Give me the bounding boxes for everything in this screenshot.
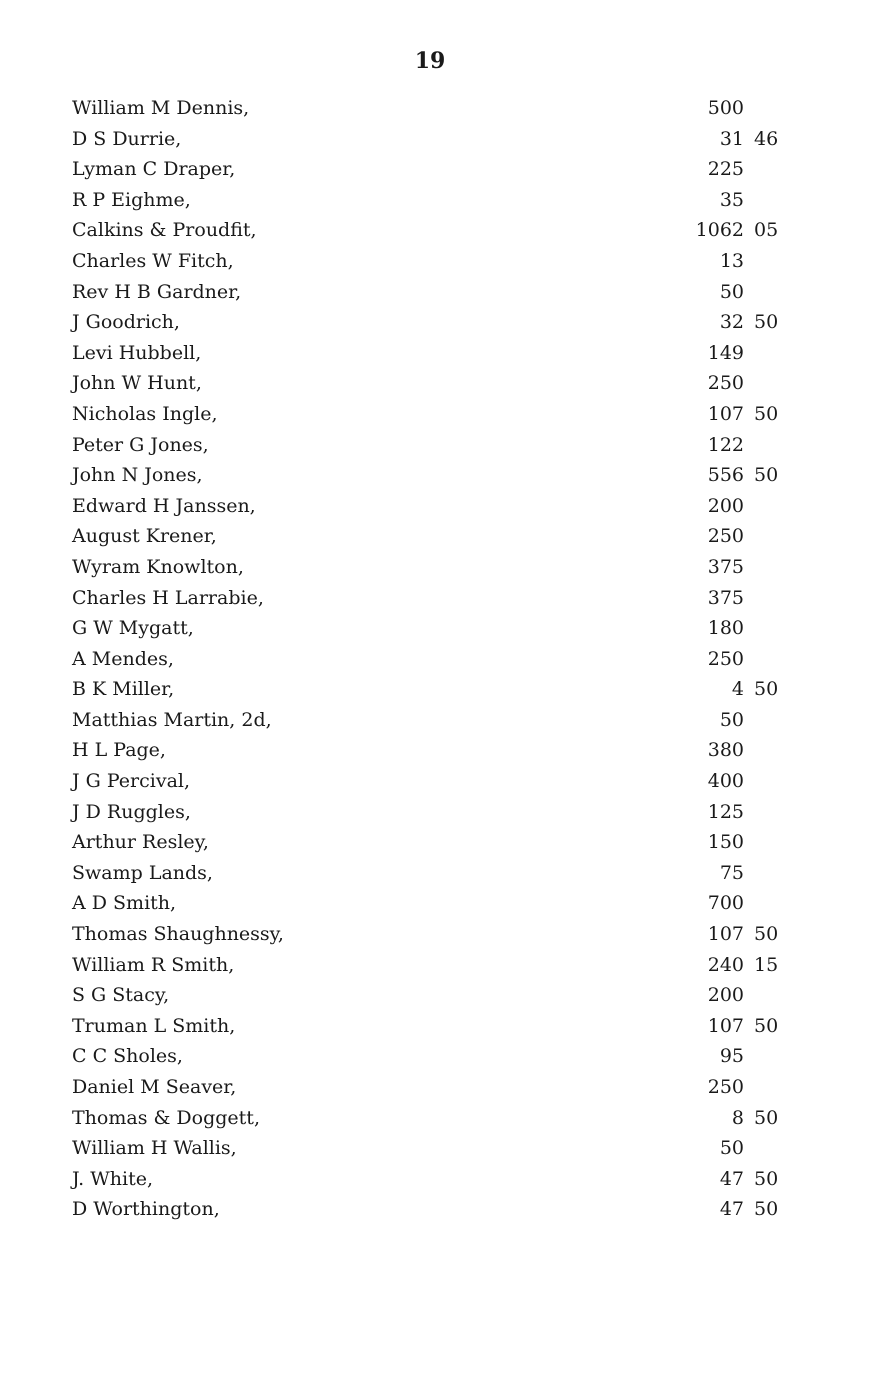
entry-name: Nicholas Ingle, — [72, 402, 218, 425]
entry-dollars: 50 — [719, 1137, 744, 1160]
entry-dollars: 250 — [707, 525, 744, 548]
ledger-row — [72, 797, 792, 828]
entry-name: Thomas & Doggett, — [72, 1106, 260, 1129]
entry-name: John W Hunt, — [72, 372, 202, 395]
entry-name: Lyman C Draper, — [72, 158, 236, 181]
entry-cents: 50 — [754, 311, 779, 334]
ledger-row — [72, 858, 792, 889]
entry-dollars: 200 — [707, 494, 744, 517]
entry-cents: 46 — [754, 127, 779, 150]
entry-dollars: 13 — [719, 249, 744, 272]
entry-cents: 15 — [754, 953, 779, 976]
ledger-row — [72, 521, 792, 552]
entry-cents: 50 — [754, 1198, 779, 1221]
ledger-row — [72, 674, 792, 705]
entry-name: Charles H Larrabie, — [72, 586, 264, 609]
entry-cents: 50 — [754, 1106, 779, 1129]
entry-cents: 50 — [754, 402, 779, 425]
entry-dollars: 32 — [719, 311, 744, 334]
ledger-row — [72, 124, 792, 155]
entry-dollars: 225 — [707, 158, 744, 181]
ledger-row — [72, 552, 792, 583]
entry-dollars: 400 — [707, 770, 744, 793]
entry-dollars: 47 — [719, 1198, 744, 1221]
entry-name: C C Sholes, — [72, 1045, 183, 1068]
entry-dollars: 1062 — [695, 219, 744, 242]
entry-dollars: 180 — [707, 617, 744, 640]
ledger-row — [72, 1041, 792, 1072]
entry-name: William R Smith, — [72, 953, 235, 976]
ledger-row — [72, 307, 792, 338]
ledger-row — [72, 215, 792, 246]
entry-name: D S Durrie, — [72, 127, 182, 150]
entry-cents: 50 — [754, 1014, 779, 1037]
entry-name: H L Page, — [72, 739, 166, 762]
ledger-row — [72, 491, 792, 522]
entry-dollars: 700 — [707, 892, 744, 915]
entry-name: Truman L Smith, — [72, 1014, 236, 1037]
ledger-row — [72, 766, 792, 797]
entry-dollars: 149 — [707, 341, 744, 364]
ledger-row — [72, 338, 792, 369]
entry-dollars: 107 — [707, 923, 744, 946]
entry-dollars: 122 — [707, 433, 744, 456]
ledger-row — [72, 1164, 792, 1195]
entry-name: J G Percival, — [72, 770, 191, 793]
ledger-row — [72, 980, 792, 1011]
entry-dollars: 8 — [731, 1106, 744, 1129]
entry-cents: 50 — [754, 1167, 779, 1190]
entry-dollars: 4 — [731, 678, 744, 701]
ledger-row — [72, 277, 792, 308]
entry-dollars: 35 — [719, 188, 744, 211]
ledger-row — [72, 888, 792, 919]
ledger-row — [72, 399, 792, 430]
entry-cents: 50 — [754, 464, 779, 487]
ledger-row — [72, 460, 792, 491]
ledger-row — [72, 950, 792, 981]
entry-name: Wyram Knowlton, — [72, 555, 244, 578]
entry-name: J D Ruggles, — [72, 800, 191, 823]
entry-cents: 05 — [754, 219, 779, 242]
entry-name: R P Eighme, — [72, 188, 191, 211]
entry-name: William H Wallis, — [72, 1137, 237, 1160]
entry-name: Swamp Lands, — [72, 861, 213, 884]
entry-name: J. White, — [72, 1167, 153, 1190]
ledger-row — [72, 1194, 792, 1225]
entry-name: Arthur Resley, — [72, 831, 209, 854]
entry-dollars: 250 — [707, 372, 744, 395]
ledger-row — [72, 827, 792, 858]
entry-dollars: 240 — [707, 953, 744, 976]
entry-dollars: 31 — [719, 127, 744, 150]
entry-dollars: 500 — [707, 97, 744, 119]
entry-dollars: 47 — [719, 1167, 744, 1190]
entry-name: J Goodrich, — [72, 311, 180, 334]
entry-dollars: 380 — [707, 739, 744, 762]
ledger-row — [72, 919, 792, 950]
ledger-row — [72, 185, 792, 216]
entry-name: Peter G Jones, — [72, 433, 209, 456]
ledger-row — [72, 644, 792, 675]
page-number: 19 — [414, 48, 446, 74]
ledger-list — [72, 93, 792, 1225]
entry-name: A D Smith, — [72, 892, 177, 915]
entry-dollars: 150 — [707, 831, 744, 854]
ledger-row — [72, 246, 792, 277]
ledger-row — [72, 705, 792, 736]
ledger-row — [72, 430, 792, 461]
entry-name: G W Mygatt, — [72, 617, 194, 640]
entry-dollars: 95 — [719, 1045, 744, 1068]
entry-name: Levi Hubbell, — [72, 341, 202, 364]
entry-name: S G Stacy, — [72, 984, 170, 1007]
entry-cents: 50 — [754, 923, 779, 946]
ledger-row — [72, 1103, 792, 1134]
entry-dollars: 250 — [707, 1076, 744, 1098]
entry-name: John N Jones, — [72, 464, 203, 487]
entry-name: August Krener, — [72, 525, 217, 548]
entry-name: D Worthington, — [72, 1198, 220, 1221]
entry-name: Calkins & Proudfit, — [72, 219, 257, 242]
entry-name: Daniel M Seaver, — [72, 1076, 237, 1098]
entry-dollars: 200 — [707, 984, 744, 1007]
ledger-row — [72, 1072, 792, 1103]
entry-dollars: 107 — [707, 402, 744, 425]
entry-name: Edward H Janssen, — [72, 494, 256, 517]
ledger-row — [72, 1011, 792, 1042]
entry-dollars: 125 — [707, 800, 744, 823]
entry-name: Charles W Fitch, — [72, 249, 234, 272]
entry-dollars: 107 — [707, 1014, 744, 1037]
entry-dollars: 50 — [719, 280, 744, 303]
entry-cents: 50 — [754, 678, 779, 701]
entry-name: William M Dennis, — [72, 97, 250, 119]
entry-name: A Mendes, — [72, 647, 174, 670]
entry-dollars: 556 — [707, 464, 744, 487]
entry-name: Thomas Shaughnessy, — [72, 923, 284, 946]
entry-dollars: 250 — [707, 647, 744, 670]
ledger-row — [72, 735, 792, 766]
ledger-row — [72, 93, 792, 124]
ledger-row — [72, 613, 792, 644]
entry-dollars: 375 — [707, 586, 744, 609]
ledger-row — [72, 583, 792, 614]
entry-name: B K Miller, — [72, 678, 175, 701]
entry-dollars: 375 — [707, 555, 744, 578]
entry-dollars: 50 — [719, 708, 744, 731]
ledger-row — [72, 368, 792, 399]
ledger-row — [72, 1133, 792, 1164]
entry-dollars: 75 — [719, 861, 744, 884]
entry-name: Matthias Martin, 2d, — [72, 708, 272, 731]
entry-name: Rev H B Gardner, — [72, 280, 242, 303]
ledger-row — [72, 154, 792, 185]
